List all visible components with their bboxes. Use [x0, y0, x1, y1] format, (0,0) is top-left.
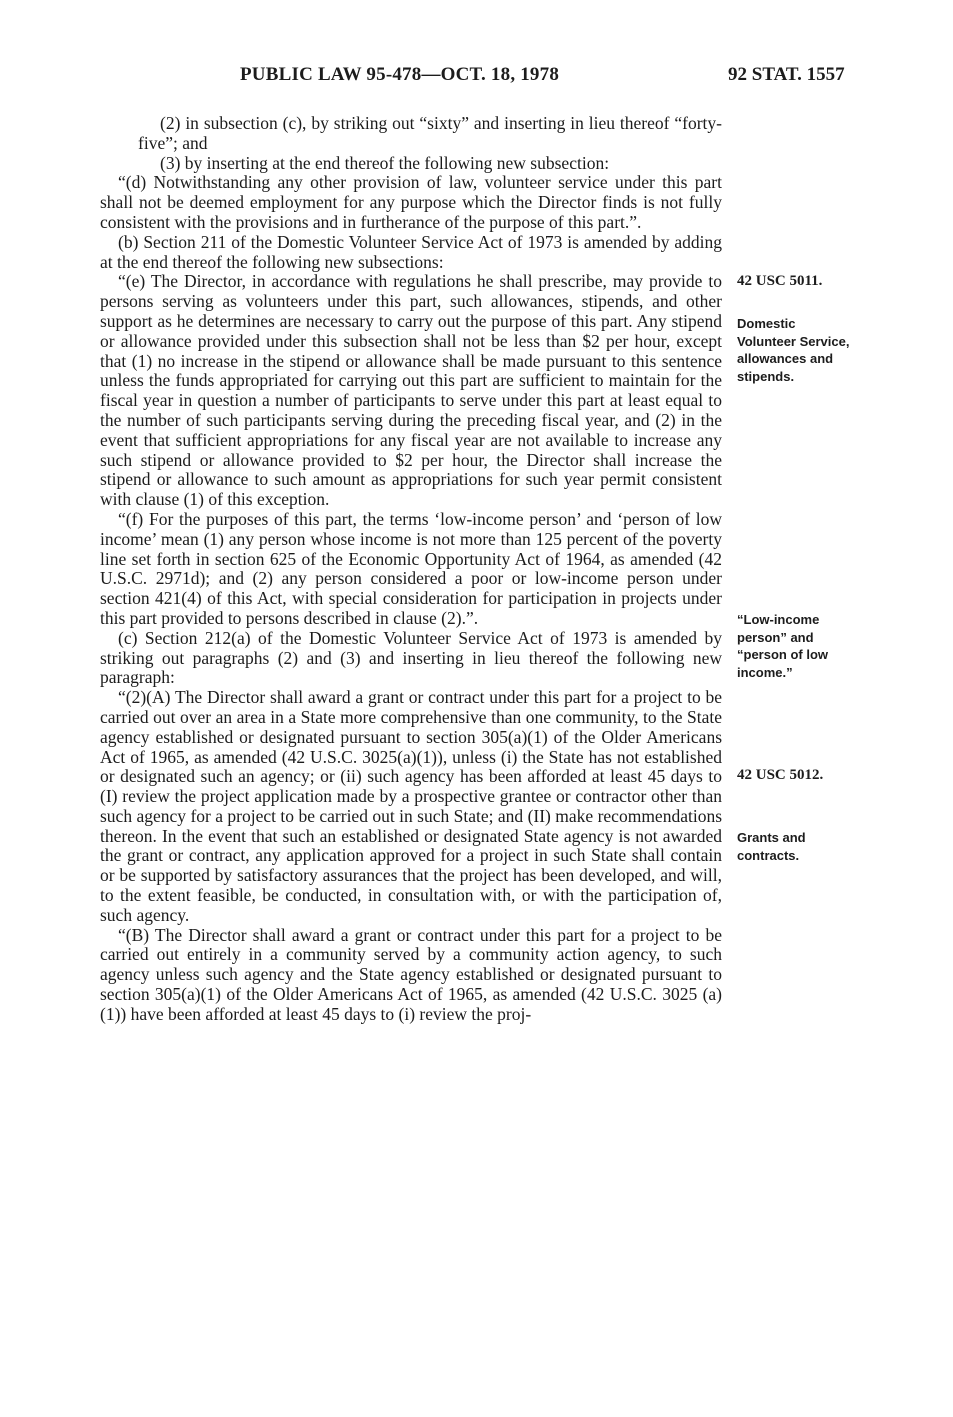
- paragraph-amend-new-subsection: (3) by inserting at the end thereof the following new subsection:: [160, 152, 610, 173]
- margin-note-42-usc-5012: 42 USC 5012.: [737, 767, 824, 783]
- paragraph-2a: “(2)(A) The Director shall award a grant or contract under this part for a project to be carried out over an area in a State more comprehensive than one community, to the State agency established or designated pursuant to section 305(a)(1) of the Older Americans Act of 1965, as amended (42 U.S.C. 3025(a)(1)), unless (i) the State has not established or designated such an agency; or (ii) such agency has been afforded at least 45 days to (I) review the project application made by a prospective grantee or contractor other than such agency for a project to be carried out in such State; and (II) make recommendations thereon. In the event that such an established or designated State agency is not awarded the grant or contract, any application approved for a project in such State shall contain or be supported by satisfactory assurances that the project has been developed, and will, to the extent feasible, be conducted, in consultation with, or with the participation of, such agency.: [100, 687, 722, 925]
- margin-note-low-income: “Low-income person” and “person of low income.”: [737, 612, 828, 680]
- margin-note-42-usc-5011: 42 USC 5011.: [737, 273, 823, 289]
- margin-note-domestic-volunteer: Domestic Volunteer Service, allowances and stipends.: [737, 316, 850, 384]
- statute-body: [100, 114, 722, 1025]
- paragraph-subsection-e: “(e) The Director, in accordance with regulations he shall prescribe, may provide to persons serving as volunteers under this part, such allowances, stipends, and other support as he determines are necessary to carry out the purpose of this part. Any stipend or allowance provided under this subsection shall not be less than $2 per hour, except that (1) no increase in the stipend or allowance shall be made pursuant to this sentence unless the funds appropriated for carrying out this part are sufficient to maintain for the fiscal year in question a number of participants to serve under this part at least equal to the number of such participants serving during the preceding fiscal year, and (2) in the event that sufficient appropriations for any fiscal year are not available to increase any such stipend or allowance provided to $2 per hour, the Director shall increase the stipend or allowance to such amount as appropriations for such year permit consistent with clause (1) of this exception.: [100, 271, 722, 510]
- paragraph-subsection-f: “(f) For the purposes of this part, the terms ‘low-income person’ and ‘person of low income’ mean (1) any person whose income is not more than 125 percent of the poverty line set forth in section 625 of the Economic Opportunity Act of 1964, as amended (42 U.S.C. 2971d); and (2) any person considered a poor or low-income person under section 421(4) of this Act, with special consideration for participation in projects under this part provided to persons described in clause (2).”.: [100, 508, 722, 628]
- margin-note-grants: Grants and contracts.: [737, 830, 806, 863]
- paragraph-subsection-d: “(d) Notwithstanding any other provision of law, volunteer service under this part shall not be deemed employment for any purpose which the Director finds is not fully consistent with the provisions and in furtherance of the purpose of this part.”.: [100, 172, 722, 232]
- paragraph-amend-c: (2) in subsection (c), by striking out “sixty” and inserting in lieu thereof “forty-five”; and: [138, 113, 722, 153]
- page-header-stat-ref: 92 STAT. 1557: [728, 64, 845, 85]
- paragraph-section-211: (b) Section 211 of the Domestic Volunteer Service Act of 1973 is amended by adding at the end thereof the following new subsections:: [100, 231, 722, 272]
- page-header-title: PUBLIC LAW 95-478—OCT. 18, 1978: [240, 64, 560, 85]
- paragraph-section-212: (c) Section 212(a) of the Domestic Volunteer Service Act of 1973 is amended by striking out paragraphs (2) and (3) and inserting in lieu thereof the following new paragraph:: [100, 627, 722, 688]
- paragraph-2b: “(B) The Director shall award a grant or contract under this part for a project to be carried out entirely in a community served by a community action agency, to such agency unless such agency and the State agency established or designated pursuant to section 305(a)(1) of the Older Americans Act of 1965, as amended (42 U.S.C. 3025 (a)(1)) have been afforded at least 45 days to (i) review the proj-: [100, 924, 722, 1024]
